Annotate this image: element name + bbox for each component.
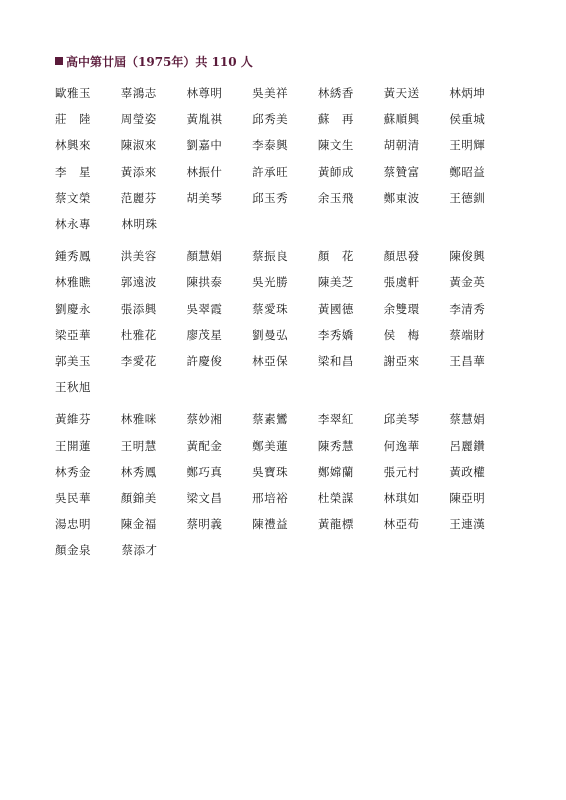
student-name: 郭遠波 xyxy=(120,275,157,290)
student-name: 顏 花 xyxy=(317,249,354,264)
student-name: 許承旺 xyxy=(252,164,289,179)
student-name: 蔡素鸞 xyxy=(252,412,289,427)
student-name: 王昌華 xyxy=(449,353,486,368)
student-name: 鄭美蓮 xyxy=(252,438,289,453)
student-name: 王秋旭 xyxy=(55,380,91,395)
student-name: 杜榮謀 xyxy=(317,490,354,505)
student-name: 侯 梅 xyxy=(383,327,420,342)
student-name: 黃金英 xyxy=(449,275,486,290)
student-name: 梁文昌 xyxy=(186,490,223,505)
student-name: 陳禮益 xyxy=(252,517,289,532)
student-name: 陳俊興 xyxy=(449,249,486,264)
student-name: 莊 陸 xyxy=(55,112,91,127)
student-name: 梁亞華 xyxy=(55,327,91,342)
name-row xyxy=(55,348,515,374)
student-name: 胡朝清 xyxy=(383,138,420,153)
student-name: 林秀金 xyxy=(55,464,91,479)
student-name: 陳拱泰 xyxy=(186,275,223,290)
student-name: 許慶俊 xyxy=(186,353,223,368)
student-name: 吳民華 xyxy=(55,490,91,505)
student-name: 邱美琴 xyxy=(383,412,420,427)
student-name: 陳金福 xyxy=(120,517,157,532)
student-name: 范麗芬 xyxy=(120,190,157,205)
student-name: 廖茂星 xyxy=(186,327,223,342)
student-name: 黃師成 xyxy=(317,164,354,179)
student-name: 余雙環 xyxy=(383,301,420,316)
student-name: 蔡振良 xyxy=(252,249,289,264)
name-row xyxy=(55,485,515,511)
student-name: 蔡愛珠 xyxy=(252,301,289,316)
student-name: 林尊明 xyxy=(186,86,223,101)
name-row xyxy=(55,374,515,400)
name-row xyxy=(55,296,515,322)
student-name: 林興來 xyxy=(55,138,91,153)
student-name: 李秀嬌 xyxy=(317,327,354,342)
student-name: 黃天送 xyxy=(383,86,420,101)
student-name: 王開蓮 xyxy=(55,438,91,453)
student-name: 顏慧娟 xyxy=(186,249,223,264)
student-name: 鄭嫦蘭 xyxy=(317,464,354,479)
name-groups xyxy=(55,80,515,563)
class-roster xyxy=(55,52,515,569)
square-bullet-icon xyxy=(55,57,63,65)
student-name: 鄭巧真 xyxy=(186,464,223,479)
student-name: 周瑩姿 xyxy=(120,112,157,127)
name-row xyxy=(55,459,515,485)
student-name: 蔡慧娟 xyxy=(449,412,486,427)
student-name: 陳秀慧 xyxy=(317,438,354,453)
name-group xyxy=(55,80,515,237)
student-name: 林炳坤 xyxy=(449,86,486,101)
student-name: 張添興 xyxy=(120,301,157,316)
student-name: 胡美琴 xyxy=(186,190,223,205)
student-name: 蔡妙湘 xyxy=(186,412,223,427)
name-row xyxy=(55,243,515,269)
student-name: 林明珠 xyxy=(121,217,158,232)
student-name: 林綉香 xyxy=(317,86,354,101)
student-name: 李清秀 xyxy=(449,301,486,316)
student-name: 鍾秀鳳 xyxy=(55,249,91,264)
name-row xyxy=(55,511,515,537)
name-row xyxy=(55,537,515,563)
student-name: 吳美祥 xyxy=(252,86,289,101)
student-name: 李 星 xyxy=(55,164,91,179)
student-name: 黃龍標 xyxy=(317,517,354,532)
student-name: 鄭昭益 xyxy=(449,164,486,179)
name-row xyxy=(55,211,515,237)
student-name: 蘇 再 xyxy=(317,112,354,127)
student-name: 李泰興 xyxy=(252,138,289,153)
student-name: 顏思發 xyxy=(383,249,420,264)
student-name: 吳光勝 xyxy=(252,275,289,290)
student-name: 劉慶永 xyxy=(55,301,91,316)
name-row xyxy=(55,106,515,132)
student-name: 蘇順興 xyxy=(383,112,420,127)
name-row xyxy=(55,269,515,295)
student-name: 張元村 xyxy=(383,464,420,479)
student-name: 黃維芬 xyxy=(55,412,91,427)
student-name: 陳文生 xyxy=(317,138,354,153)
student-name: 黃國德 xyxy=(317,301,354,316)
student-name: 梁和昌 xyxy=(317,353,354,368)
student-name: 蔡文榮 xyxy=(55,190,91,205)
student-name: 林永專 xyxy=(55,217,91,232)
student-name: 謝亞來 xyxy=(383,353,420,368)
student-name: 黃胤祺 xyxy=(186,112,223,127)
student-name: 洪美容 xyxy=(120,249,157,264)
student-name: 王明輝 xyxy=(449,138,486,153)
student-name: 陳美芝 xyxy=(317,275,354,290)
name-row xyxy=(55,80,515,106)
student-name: 林振什 xyxy=(186,164,223,179)
name-group xyxy=(55,243,515,400)
student-name: 侯重城 xyxy=(449,112,486,127)
student-name: 黃配金 xyxy=(186,438,223,453)
name-row xyxy=(55,406,515,432)
student-name: 王德釧 xyxy=(449,190,486,205)
student-name: 吳翠霞 xyxy=(186,301,223,316)
name-row xyxy=(55,432,515,458)
name-row xyxy=(55,132,515,158)
student-name: 張虞軒 xyxy=(383,275,420,290)
student-name: 邢培裕 xyxy=(252,490,289,505)
student-name: 林雅瞧 xyxy=(55,275,91,290)
student-name: 林琪如 xyxy=(383,490,420,505)
student-name: 邱玉秀 xyxy=(252,190,289,205)
roster-heading xyxy=(55,52,515,70)
name-row xyxy=(55,185,515,211)
student-name: 杜雅花 xyxy=(120,327,157,342)
student-name: 李愛花 xyxy=(120,353,157,368)
student-name: 蔡明義 xyxy=(186,517,223,532)
student-name: 顏金泉 xyxy=(55,543,91,558)
name-row xyxy=(55,322,515,348)
student-name: 劉曼弘 xyxy=(252,327,289,342)
student-name: 黃政權 xyxy=(449,464,486,479)
student-name: 王明慧 xyxy=(120,438,157,453)
student-name: 何逸華 xyxy=(383,438,420,453)
name-group xyxy=(55,406,515,563)
student-name: 邱秀美 xyxy=(252,112,289,127)
student-name: 蔡添才 xyxy=(121,543,158,558)
student-name: 顏錦美 xyxy=(120,490,157,505)
student-name: 呂麗鑽 xyxy=(449,438,486,453)
student-name: 黃添來 xyxy=(120,164,157,179)
student-name: 林秀鳳 xyxy=(120,464,157,479)
student-name: 林雅咪 xyxy=(120,412,157,427)
student-name: 陳淑來 xyxy=(120,138,157,153)
roster-title: 高中第廿屆（1975年）共 110 人 xyxy=(66,54,253,69)
student-name: 蔡贊富 xyxy=(383,164,420,179)
student-name: 林亞苟 xyxy=(383,517,420,532)
student-name: 歐雅玉 xyxy=(55,86,91,101)
student-name: 林亞保 xyxy=(252,353,289,368)
student-name: 余玉飛 xyxy=(317,190,354,205)
student-name: 劉嘉中 xyxy=(186,138,223,153)
student-name: 陳亞明 xyxy=(449,490,486,505)
student-name: 蔡端財 xyxy=(449,327,486,342)
student-name: 辜鴻志 xyxy=(120,86,157,101)
student-name: 王連漢 xyxy=(449,517,486,532)
name-row xyxy=(55,159,515,185)
student-name: 鄭東波 xyxy=(383,190,420,205)
student-name: 李翠紅 xyxy=(317,412,354,427)
student-name: 湯忠明 xyxy=(55,517,91,532)
student-name: 郭美玉 xyxy=(55,353,91,368)
student-name: 吳寶珠 xyxy=(252,464,289,479)
